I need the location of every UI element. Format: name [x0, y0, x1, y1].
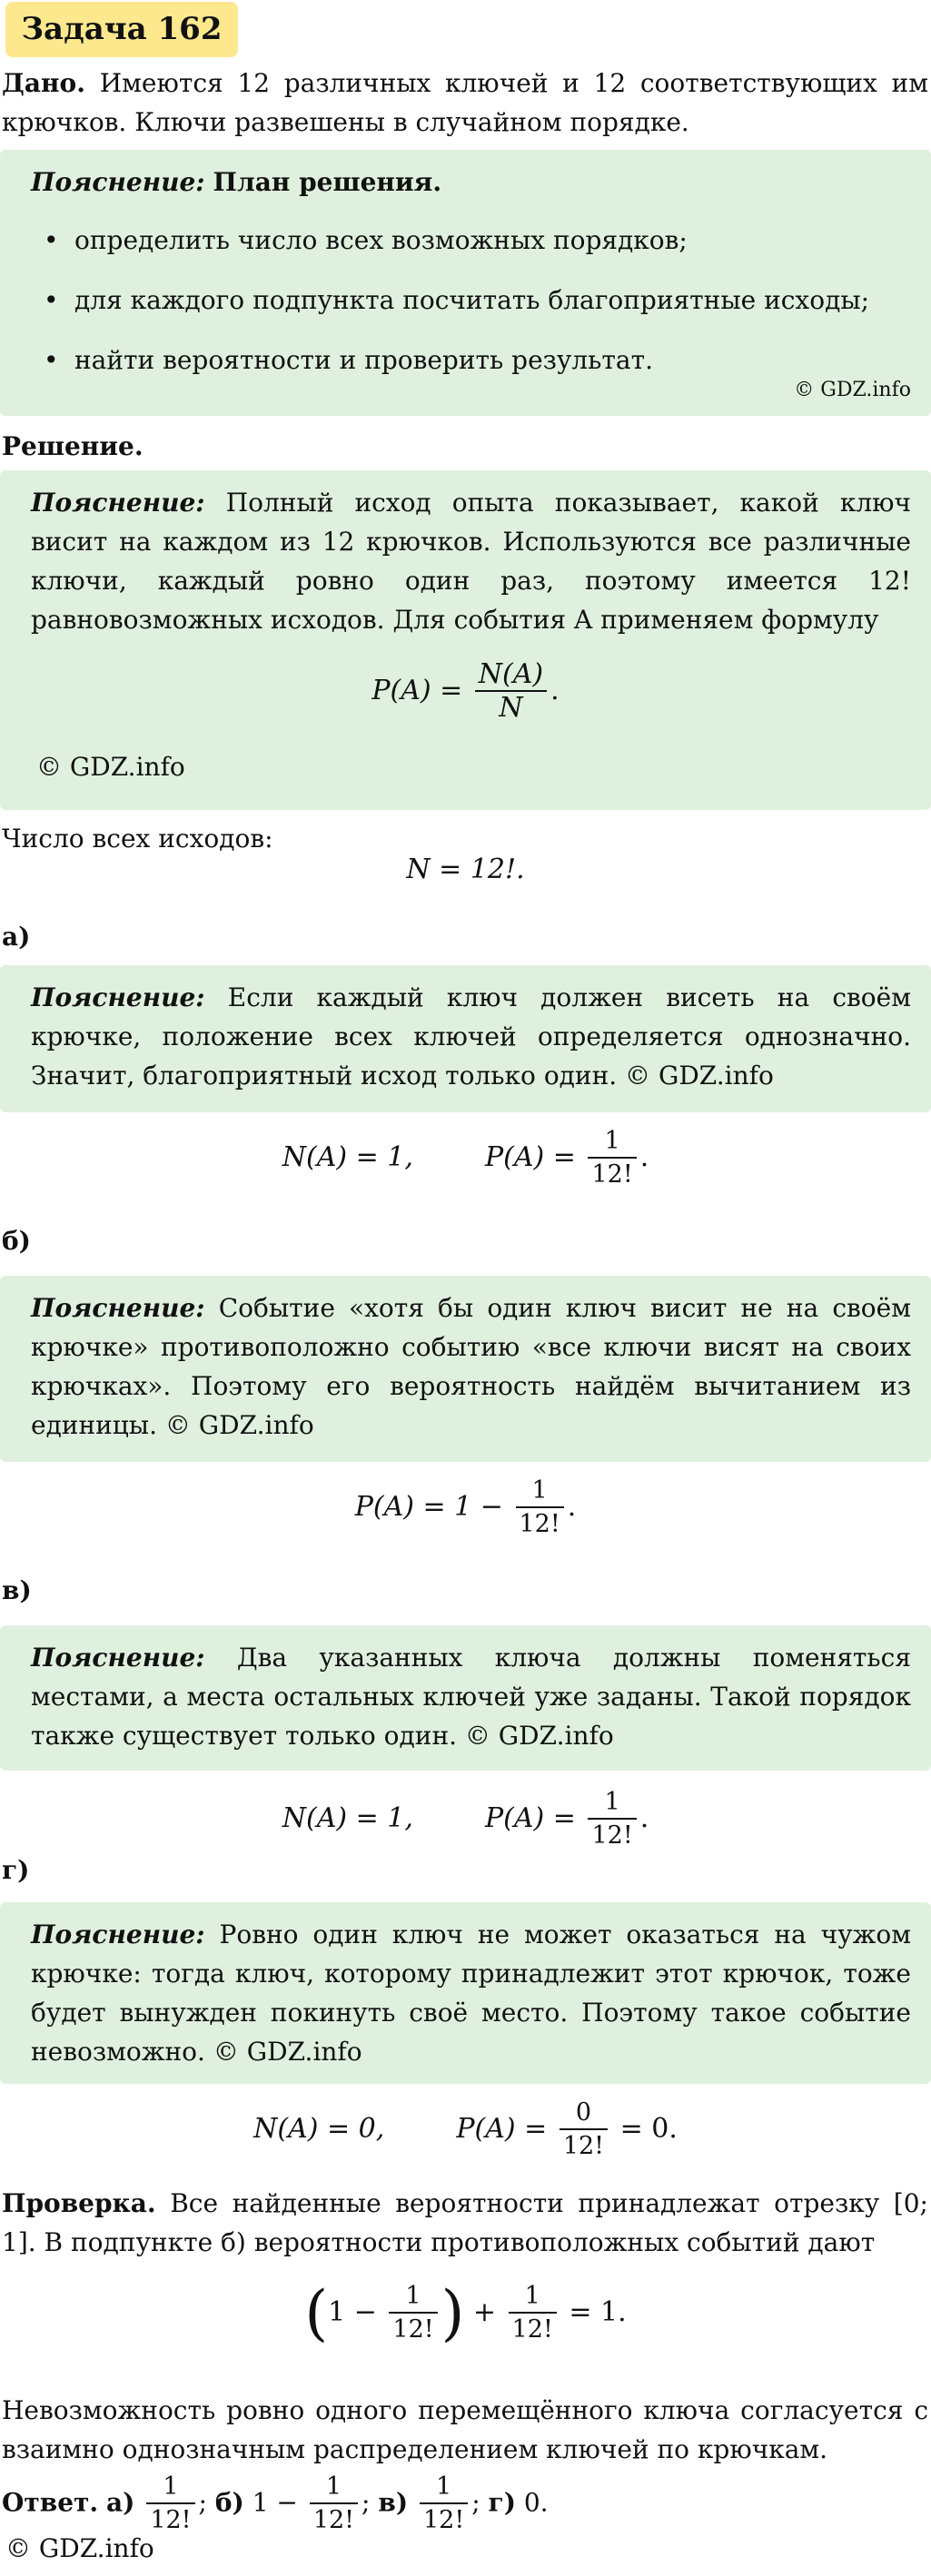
plan-item: • для каждого подпункта посчитать благоприятные исходы;: [31, 271, 911, 331]
task-title: Задача 162: [5, 2, 238, 57]
outcome-note-text: Полный исход опыта показывает, какой ключ висит на каждом из 12 крючков. Используются все различные ключи, каждый ровно один раз, поэтому имеется 12! равновозможных исходов. Для события A применяем формулу: [31, 488, 911, 635]
part-b-formula: P(A) = 1 − $\frac{1}{12!}$ .: [0, 1476, 931, 1541]
part-g-copyright: © GDZ.info: [213, 2037, 362, 2067]
part-a-copyright: © GDZ.info: [625, 1061, 774, 1091]
part-a-note-label: Пояснение:: [31, 982, 205, 1012]
plan-note: [0, 150, 931, 416]
plan-list: [31, 211, 911, 390]
outcome-note-label: Пояснение:: [31, 488, 205, 518]
check-after: Невозможность ровно одного перемещённого ключа согласуется с взаимно однозначным распределением ключей по крючкам.: [2, 2395, 928, 2464]
answer-line: Ответ. а) $\frac{1}{12!}$ ; б) 1 − $\frac{1}{12!}$ ; в) $\frac{1}{12!}$ ; г) 0.: [2, 2472, 549, 2537]
part-a-note-text: Если каждый ключ должен висеть на своём крючке, положение всех ключей определяется однозначно. Значит, благоприятный исход только один.: [31, 982, 911, 1091]
answer-label: Ответ.: [2, 2487, 99, 2518]
probability-formula: P(A) = $\frac{N(A)}{N}$ .: [371, 658, 560, 724]
check-label: Проверка.: [2, 2188, 156, 2218]
given-text: Имеются 12 различных ключей и 12 соответствующих им крючков. Ключи развешены в случайном порядке.: [2, 68, 928, 137]
part-b-note: [0, 1276, 931, 1462]
plan-copyright: © GDZ.info: [794, 379, 911, 401]
check-paragraph: [2, 2184, 928, 2262]
part-b-copyright: © GDZ.info: [164, 1410, 314, 1440]
part-a-formula: N(A) = 1, P(A) = $\frac{1}{12!}$ .: [0, 1126, 931, 1191]
total-text: Число всех исходов:: [2, 824, 273, 854]
part-g-label: г): [2, 1855, 30, 1885]
given-label: Дано.: [2, 68, 85, 98]
given-paragraph: [2, 64, 928, 142]
solution-label: Решение.: [2, 431, 144, 461]
part-b-note-text: Событие «хотя бы один ключ висит не на своём крючке» противоположно событию «все ключи висят на своих крючках». Поэтому его вероятность найдём вычитанием из единицы.: [31, 1293, 911, 1440]
plan-item: • определить число всех возможных порядков;: [31, 211, 911, 271]
footer-copyright: © GDZ.info: [5, 2533, 154, 2563]
plan-heading: План решения.: [213, 167, 442, 197]
part-g-note-text: Ровно один ключ не может оказаться на чужом крючке: тогда ключ, которому принадлежит этот крючок, тоже будет вынужден покинуть своё место. Поэтому такое событие невозможно.: [31, 1920, 912, 2067]
part-v-note-label: Пояснение:: [31, 1643, 205, 1673]
part-v-note-text: Два указанных ключа должны поменяться местами, а места остальных ключей уже заданы. Такой порядок также существует только один.: [31, 1643, 911, 1751]
part-v-note: [0, 1625, 931, 1771]
part-a-note: [0, 965, 931, 1112]
total-formula: N = 12!.: [406, 854, 525, 885]
outcome-copyright: © GDZ.info: [36, 752, 185, 782]
outcome-note: [0, 470, 931, 810]
plan-item: • найти вероятности и проверить результат.: [31, 331, 911, 390]
part-v-label: в): [2, 1575, 32, 1605]
plan-note-label: Пояснение:: [31, 167, 205, 197]
check-text: Все найденные вероятности принадлежат отрезку [0; 1]. В подпункте б) вероятности противоположных событий дают: [2, 2188, 928, 2257]
part-v-copyright: © GDZ.info: [464, 1721, 614, 1751]
part-b-label: б): [2, 1226, 31, 1256]
check-formula: (1 − $\frac{1}{12!}$ ) + $\frac{1}{12!}$ = 1.: [304, 2278, 627, 2348]
part-v-formula: N(A) = 1, P(A) = $\frac{1}{12!}$ .: [0, 1787, 931, 1852]
part-a-label: а): [2, 922, 31, 952]
part-b-note-label: Пояснение:: [31, 1293, 205, 1323]
part-g-note-label: Пояснение:: [31, 1920, 205, 1949]
part-g-formula: N(A) = 0, P(A) = $\frac{0}{12!}$ = 0.: [0, 2097, 931, 2163]
part-g-note: [0, 1902, 931, 2084]
